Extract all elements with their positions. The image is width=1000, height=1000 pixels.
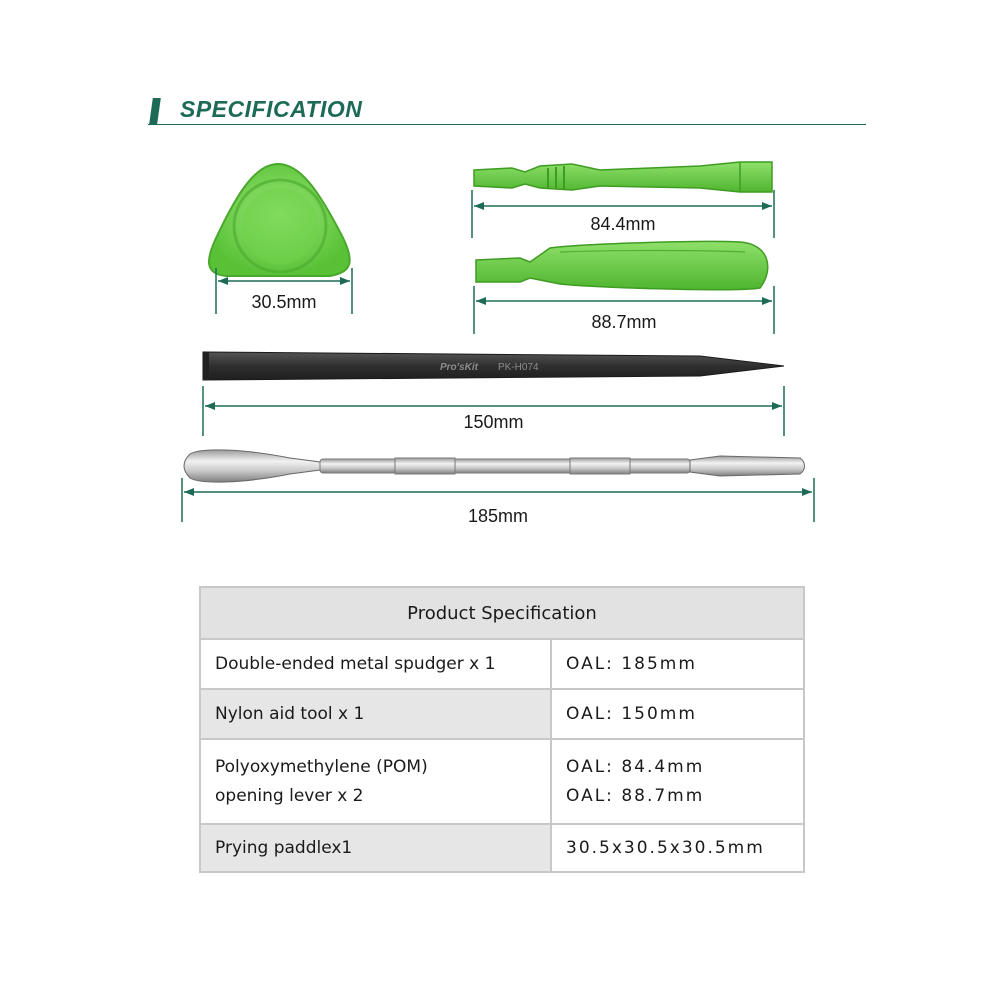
header-title: SPECIFICATION <box>180 96 363 122</box>
opening-lever-1 <box>474 162 772 192</box>
spec-table-title: Product Specification <box>200 587 804 639</box>
opening-lever-2 <box>476 241 768 289</box>
table-row <box>200 739 804 824</box>
paddle-dimension-label: 30.5mm <box>251 292 317 312</box>
row-item-line: opening lever x 2 <box>215 785 364 806</box>
spec-table-header-row <box>200 587 804 639</box>
nylon-tool-brand: Pro'sKit <box>440 362 478 373</box>
row-item-line: Polyoxymethylene (POM) <box>215 756 428 777</box>
table-row <box>200 689 804 739</box>
nylon-tool-model: PK-H074 <box>498 362 539 373</box>
row-item: Prying paddlex1 <box>200 824 551 872</box>
row-spec: 30.5x30.5x30.5mm <box>551 824 804 872</box>
metal-spudger <box>184 450 805 482</box>
nylon-aid-tool <box>203 352 784 380</box>
metal-dimension-label: 185mm <box>467 506 529 526</box>
row-spec: OAL: 150mm <box>551 689 804 739</box>
prying-paddle <box>209 164 350 276</box>
row-spec: OAL: 185mm <box>551 639 804 689</box>
row-item: Double-ended metal spudger x 1 <box>200 639 551 689</box>
row-item <box>200 739 551 824</box>
table-row <box>200 639 804 689</box>
row-spec-line: OAL: 84.4mm <box>566 756 705 777</box>
spec-table <box>199 586 805 873</box>
row-spec-line: OAL: 88.7mm <box>566 785 705 806</box>
nylon-dimension-label: 150mm <box>463 412 524 432</box>
table-row <box>200 824 804 872</box>
row-item: Nylon aid tool x 1 <box>200 689 551 739</box>
lever1-dimension-label: 84.4mm <box>590 214 656 234</box>
row-spec <box>551 739 804 824</box>
lever2-dimension-label: 88.7mm <box>591 312 657 332</box>
